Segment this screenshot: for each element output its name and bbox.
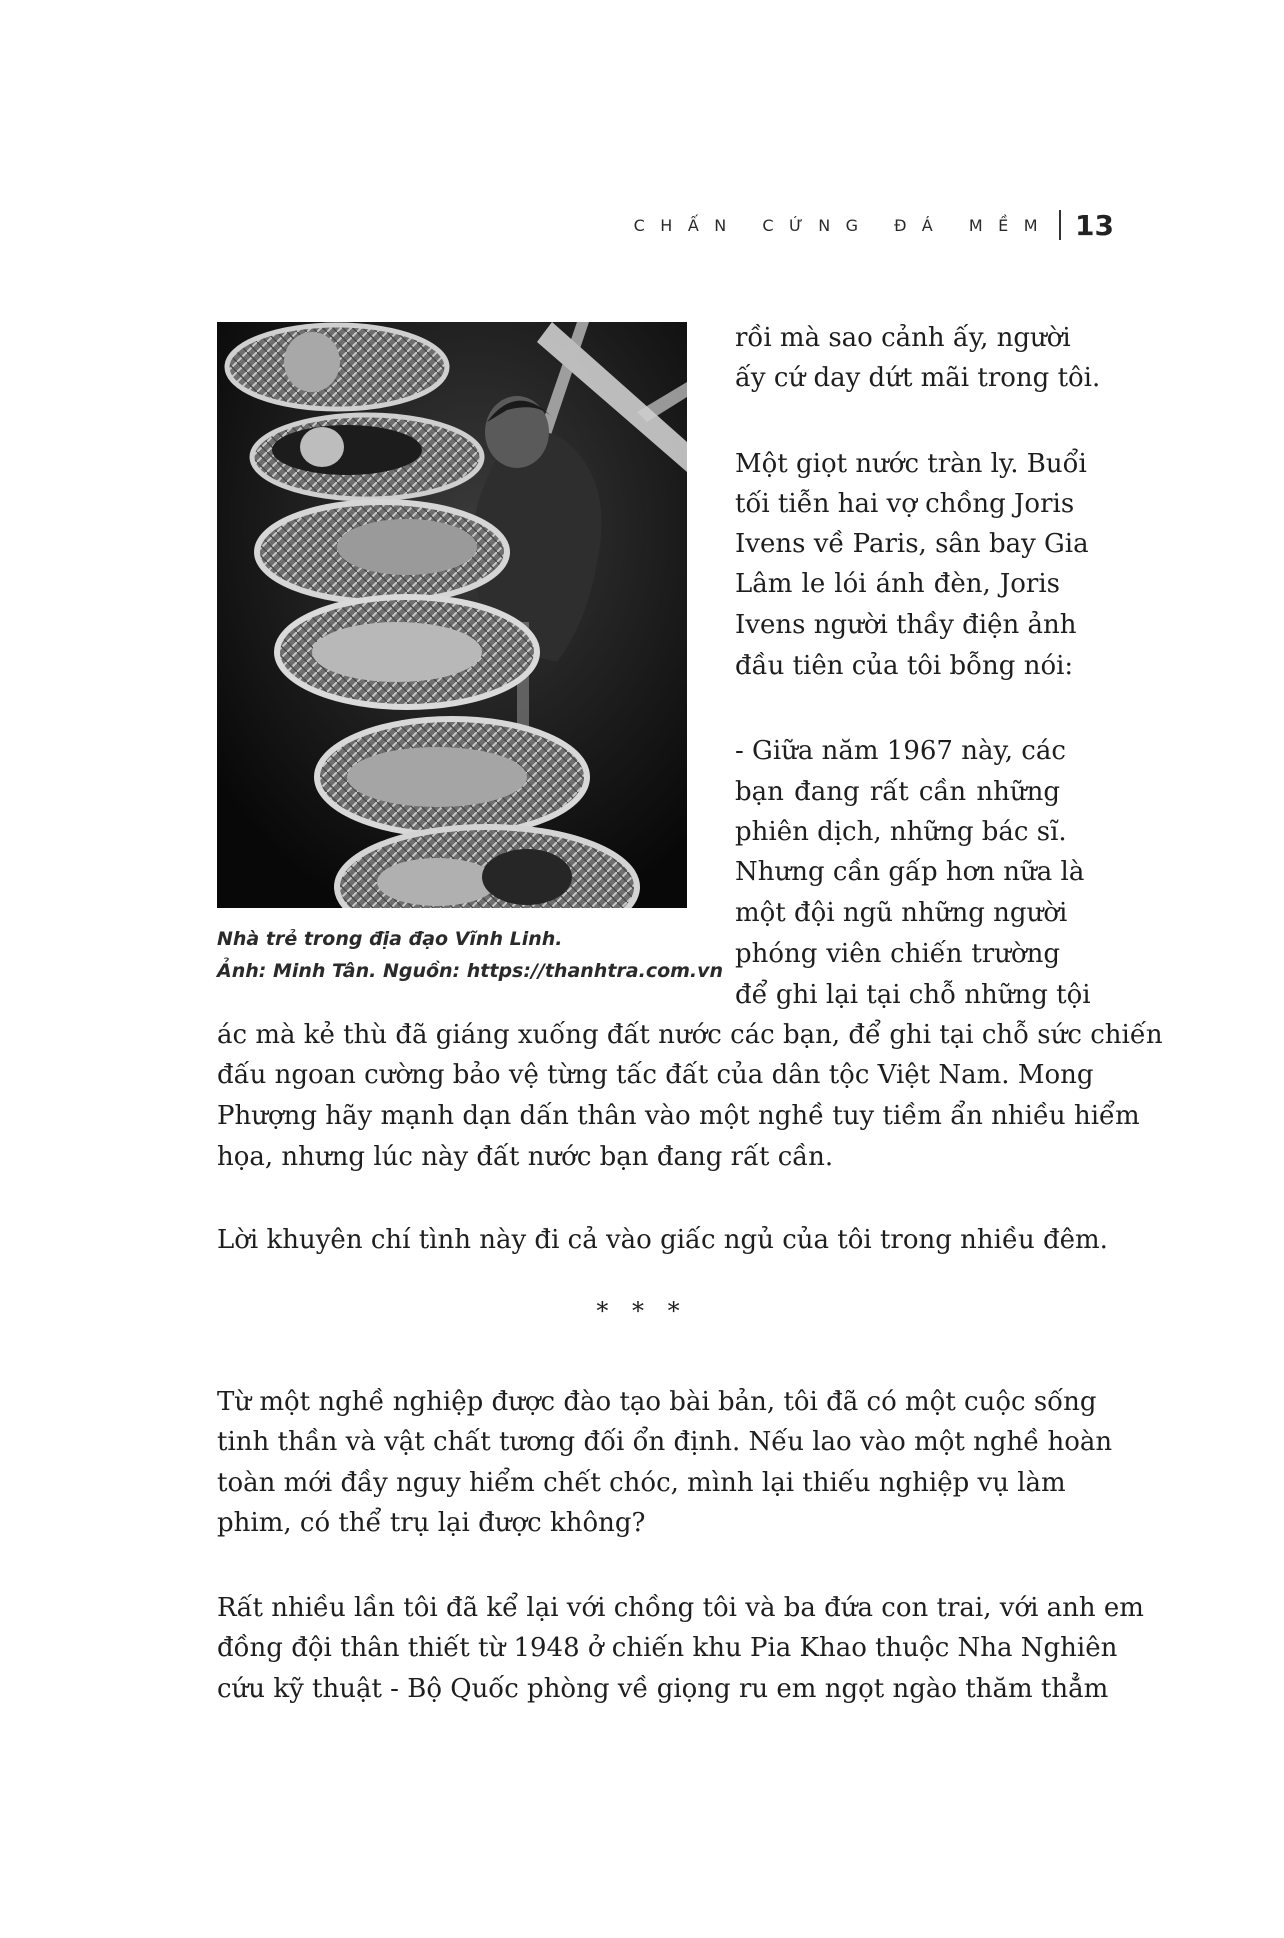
header-divider xyxy=(1059,210,1061,240)
running-head xyxy=(634,205,1114,245)
text-line: Nhưng cần gấp hơn nữa là xyxy=(735,857,1085,887)
text-line: - Giữa năm 1967 này, các xyxy=(735,736,1066,766)
text-line: ấy cứ day dứt mãi trong tôi. xyxy=(735,363,1101,393)
text-line: rồi mà sao cảnh ấy, người xyxy=(735,323,1071,353)
text-line: để ghi lại tại chỗ những tội xyxy=(735,980,1091,1010)
caption-line: Nhà trẻ trong địa đạo Vĩnh Linh. xyxy=(217,928,563,950)
text-line: Lâm le lói ánh đèn, Joris xyxy=(735,569,1060,599)
text-line: Ivens người thầy điện ảnh xyxy=(735,610,1077,640)
text-line: đấu ngoan cường bảo vệ từng tấc đất của dân tộc Việt Nam. Mong xyxy=(217,1060,1094,1090)
text-line: Từ một nghề nghiệp được đào tạo bài bản, tôi đã có một cuộc sống xyxy=(217,1387,1097,1417)
text-line: phim, có thể trụ lại được không? xyxy=(217,1508,646,1538)
text-line: họa, nhưng lúc này đất nước bạn đang rất cần. xyxy=(217,1142,834,1172)
text-line: Một giọt nước tràn ly. Buổi xyxy=(735,449,1087,479)
text-line: phóng viên chiến trường xyxy=(735,939,1060,969)
text-line: bạn đang rất cần những xyxy=(735,777,1060,807)
text-line: phiên dịch, những bác sĩ. xyxy=(735,817,1067,847)
text-line: Rất nhiều lần tôi đã kể lại với chồng tôi và ba đứa con trai, với anh em xyxy=(217,1593,1144,1623)
text-line: tinh thần và vật chất tương đối ổn định. Nếu lao vào một nghề hoàn xyxy=(217,1427,1113,1457)
caption-line: Ảnh: Minh Tân. Nguồn: https://thanhtra.com.vn xyxy=(217,960,724,982)
section-divider: * * * xyxy=(596,1297,688,1325)
text-line: tối tiễn hai vợ chồng Joris xyxy=(735,489,1075,519)
text-line: toàn mới đầy nguy hiểm chết chóc, mình lại thiếu nghiệp vụ làm xyxy=(217,1468,1066,1498)
running-title: CHẤN CỨNG ĐÁ MỀM xyxy=(633,215,1054,235)
text-line: cứu kỹ thuật - Bộ Quốc phòng về giọng ru em ngọt ngào thăm thẳm xyxy=(217,1674,1109,1704)
text-line: Phượng hãy mạnh dạn dấn thân vào một nghề tuy tiềm ẩn nhiều hiểm xyxy=(217,1101,1140,1131)
photo-caption xyxy=(217,923,724,987)
text-line: đầu tiên của tôi bỗng nói: xyxy=(735,651,1074,681)
text-line: Lời khuyên chí tình này đi cả vào giấc ngủ của tôi trong nhiều đêm. xyxy=(217,1225,1108,1255)
text-line: đồng đội thân thiết từ 1948 ở chiến khu Pia Khao thuộc Nha Nghiên xyxy=(217,1633,1118,1663)
text-line: một đội ngũ những người xyxy=(735,898,1068,928)
nursery-photo xyxy=(217,322,687,908)
text-line: Ivens về Paris, sân bay Gia xyxy=(735,529,1089,559)
page-number: 13 xyxy=(1075,208,1114,242)
text-line: ác mà kẻ thù đã giáng xuống đất nước các bạn, để ghi tại chỗ sức chiến xyxy=(217,1020,1163,1050)
